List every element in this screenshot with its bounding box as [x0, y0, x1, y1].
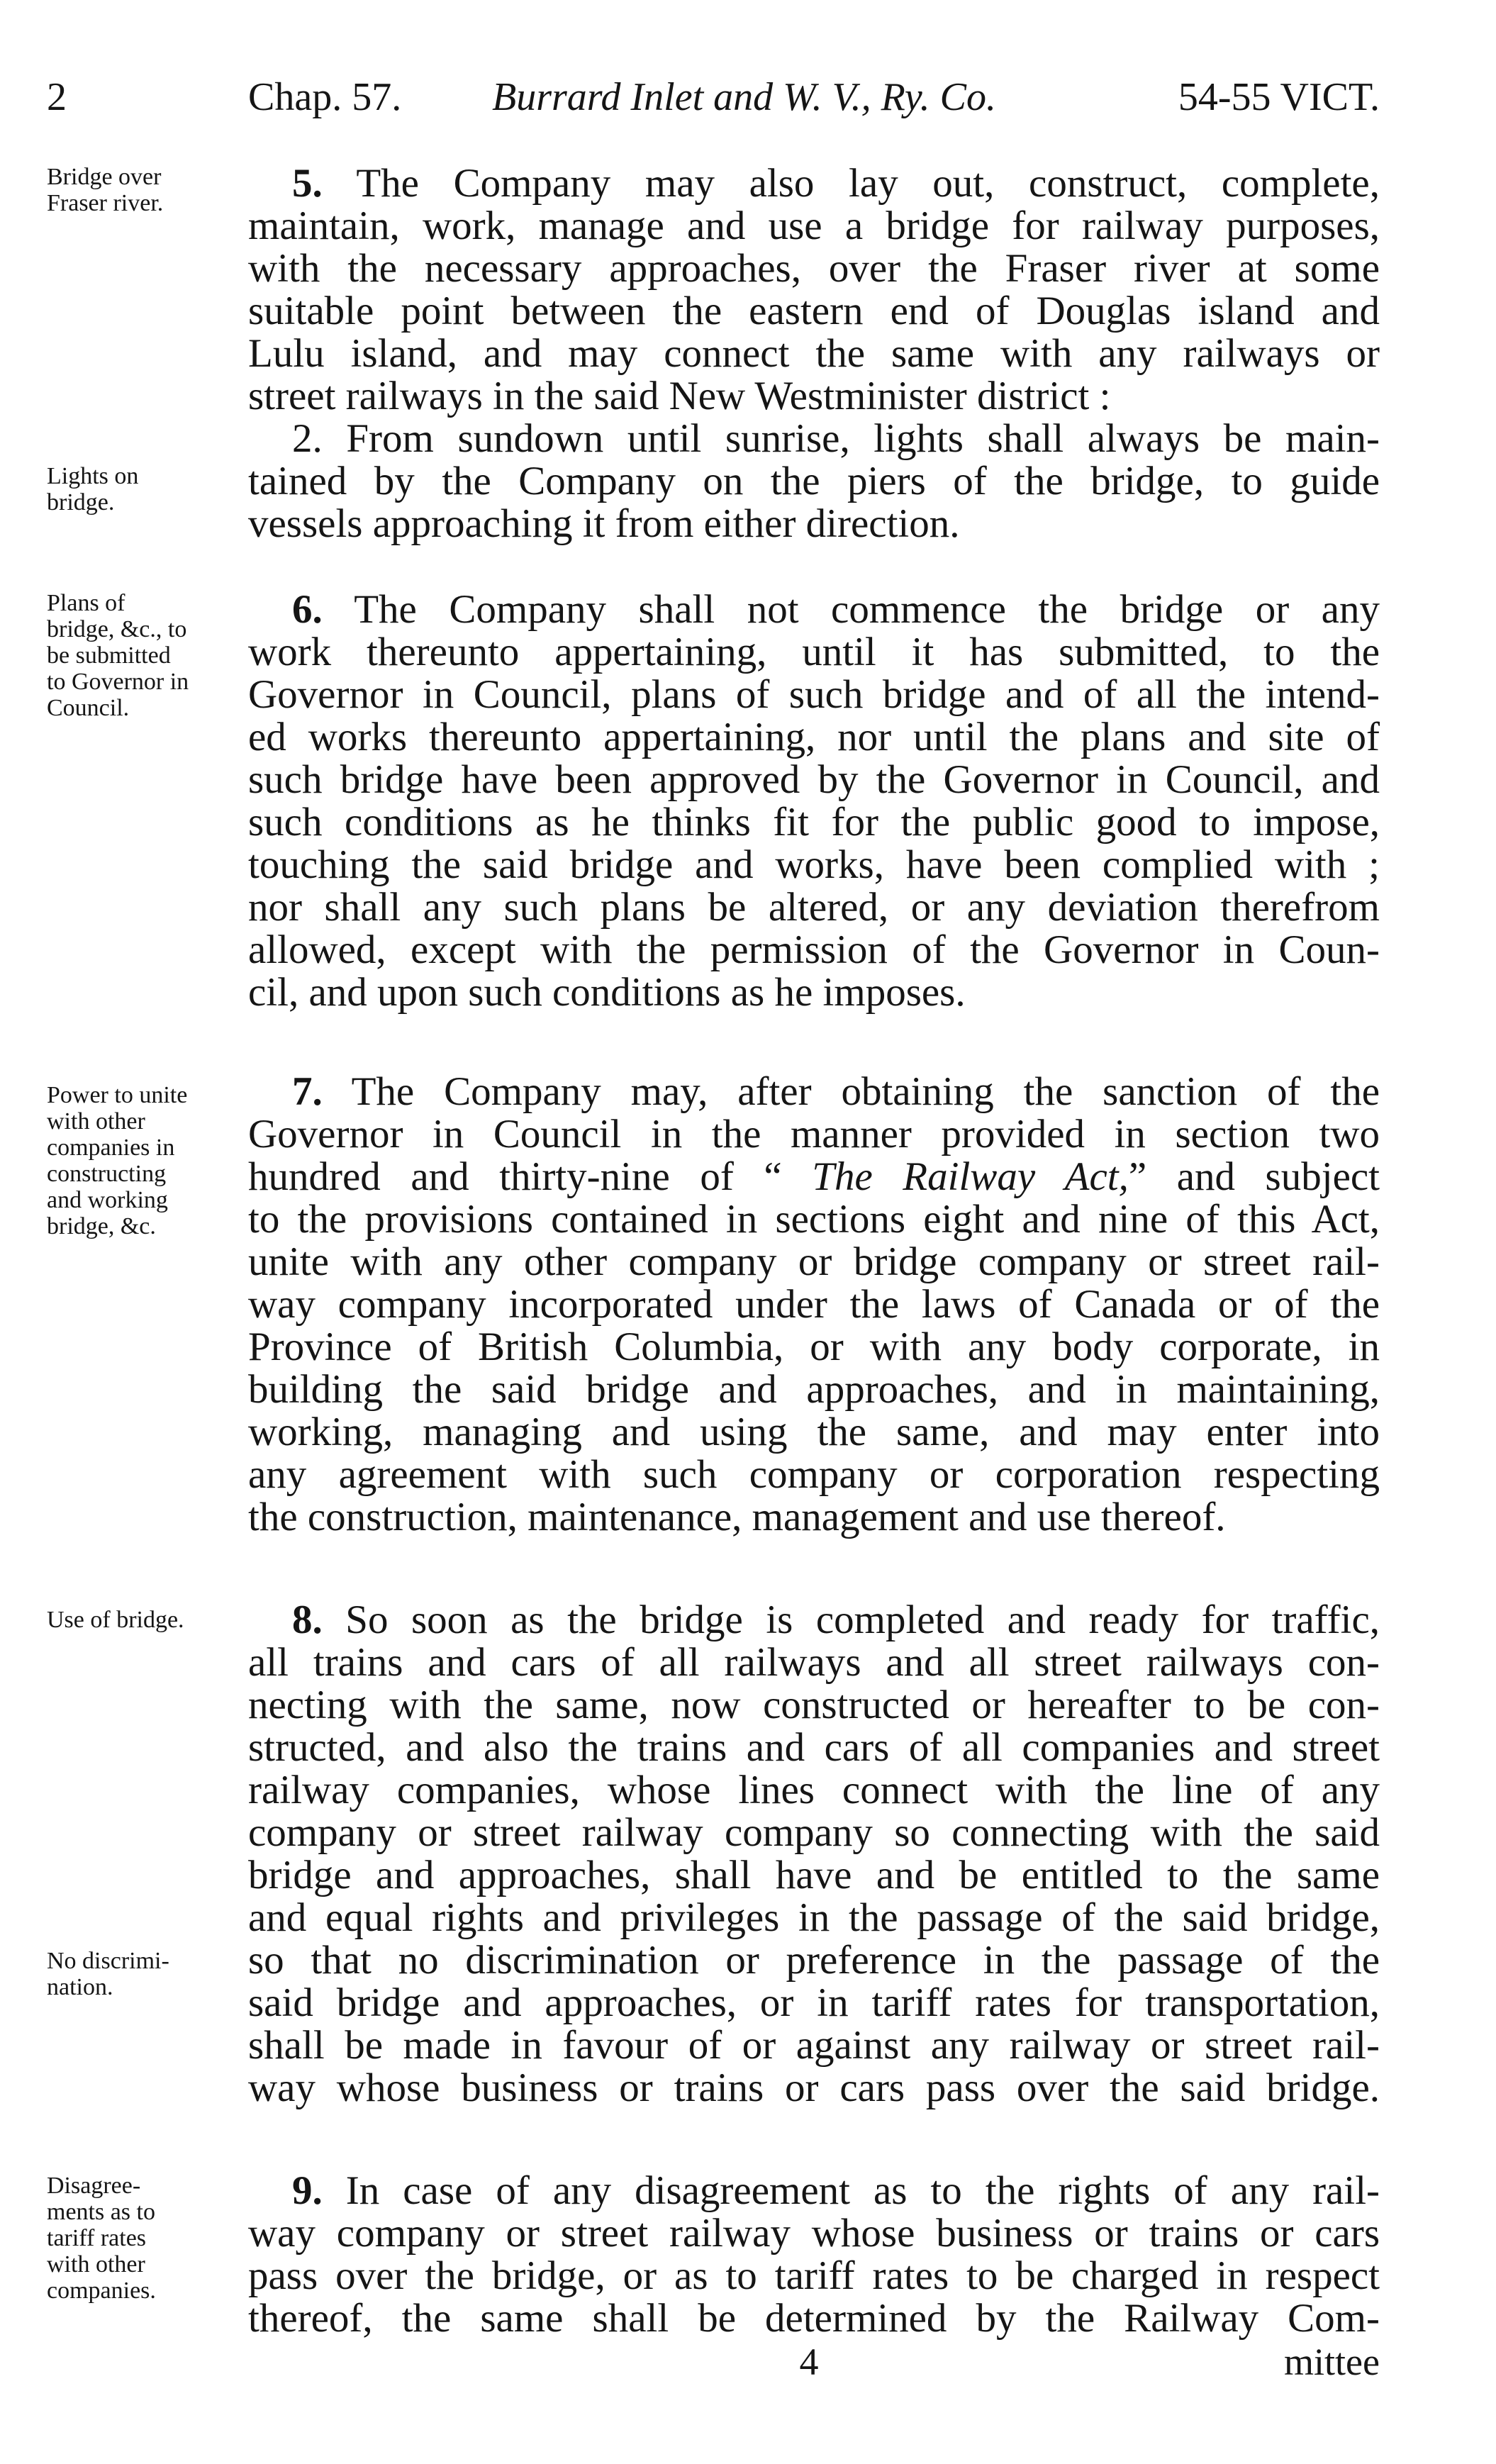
margin-note-line: Council.: [47, 695, 130, 721]
margin-note-disagreements: [47, 2173, 245, 2304]
margin-note-line: Use of bridge.: [47, 1607, 184, 1633]
signature-mark: 4: [799, 2341, 819, 2383]
margin-note-line: companies in: [47, 1135, 175, 1161]
margin-note-line: constructing: [47, 1161, 167, 1187]
section-number: 8.: [292, 1598, 323, 1642]
section-9: [248, 2170, 1380, 2340]
text-line: street railways in the said New Westminister district :: [248, 374, 1111, 418]
text-line: the construction, maintenance, management and use thereof.: [248, 1495, 1226, 1539]
margin-note-lights-on-bridge: [47, 463, 245, 515]
text-line: Governor in Council, plans of such bridge and of all the intend-: [248, 672, 1380, 717]
line-text: ” and subject: [1128, 1154, 1380, 1199]
text-line: to the provisions contained in sections eight and nine of this Act,: [248, 1197, 1380, 1242]
text-line: [248, 2170, 1380, 2212]
text-line: building the said bridge and approaches, and in maintaining,: [248, 1367, 1380, 1412]
text-line: way whose business or trains or cars pass over the said bridge.: [248, 2066, 1380, 2110]
margin-note-bridge-over-fraser: [47, 164, 245, 216]
chapter-number: Chap. 57.: [248, 75, 402, 119]
section-number: 5.: [292, 161, 323, 206]
margin-note-plans-of-bridge: [47, 590, 245, 721]
section-number: 7.: [292, 1069, 323, 1114]
text-line: pass over the bridge, or as to tariff rates to be charged in respect: [248, 2253, 1380, 2298]
page-number: 2: [47, 75, 67, 119]
line-text: The Company may also lay out, construct, complete,: [356, 161, 1380, 206]
margin-note-line: bridge, &c., to: [47, 616, 187, 642]
line-text: So soon as the bridge is completed and ready for traffic,: [345, 1598, 1380, 1642]
section-number: 9.: [292, 2168, 323, 2213]
text-line: [248, 589, 1380, 631]
running-title: Burrard Inlet and W. V., Ry. Co.: [492, 75, 996, 119]
text-line: shall be made in favour of or against any railway or street rail-: [248, 2023, 1380, 2068]
section-number: 6.: [292, 587, 323, 632]
section-6: [248, 589, 1380, 1014]
margin-note-line: Bridge over: [47, 164, 162, 190]
text-line: Province of British Columbia, or with any body corporate, in: [248, 1325, 1380, 1369]
margin-note-line: Lights on: [47, 463, 139, 489]
section-7: [248, 1071, 1380, 1539]
text-line: way company or street railway whose business or trains or cars: [248, 2211, 1380, 2256]
text-line: thereof, the same shall be determined by the Railway Com-: [248, 2296, 1380, 2341]
margin-note-line: with other: [47, 1108, 145, 1135]
margin-note-line: to Governor in: [47, 669, 189, 695]
margin-note-line: nation.: [47, 1974, 113, 2000]
margin-note-line: No discrimi-: [47, 1948, 169, 1974]
text-line: working, managing and using the same, and may enter into: [248, 1410, 1380, 1454]
text-line: [248, 1071, 1380, 1113]
text-line: touching the said bridge and works, have been complied with ;: [248, 842, 1380, 887]
text-line: so that no discrimination or preference in the passage of the: [248, 1938, 1380, 1983]
text-line: 2. From sundown until sunrise, lights shall always be main-: [292, 416, 1380, 461]
text-line: maintain, work, manage and use a bridge for railway purposes,: [248, 204, 1380, 248]
text-line: said bridge and approaches, or in tariff rates for transportation,: [248, 1980, 1380, 2025]
text-line: nor shall any such plans be altered, or any deviation therefrom: [248, 885, 1380, 930]
margin-note-line: companies.: [47, 2278, 156, 2304]
act-title-italic: The Railway Act,: [812, 1154, 1129, 1199]
margin-note-use-of-bridge: [47, 1607, 245, 1633]
text-line: suitable point between the eastern end of Douglas island and: [248, 289, 1380, 333]
margin-note-no-discrimination: [47, 1948, 245, 2000]
margin-note-line: and working: [47, 1187, 168, 1213]
margin-note-line: bridge.: [47, 489, 115, 515]
text-line: [248, 162, 1380, 205]
text-line: allowed, except with the permission of the Governor in Coun-: [248, 927, 1380, 972]
catchword: mittee: [1284, 2341, 1380, 2383]
text-line: structed, and also the trains and cars of all companies and street: [248, 1725, 1380, 1770]
section-5: [248, 162, 1380, 545]
text-line: Governor in Council in the manner provided in section two: [248, 1112, 1380, 1156]
text-line: unite with any other company or bridge company or street rail-: [248, 1239, 1380, 1284]
line-text: The Company may, after obtaining the sanction of the: [351, 1069, 1380, 1114]
margin-note-line: tariff rates: [47, 2225, 147, 2251]
text-line: ed works thereunto appertaining, nor until the plans and site of: [248, 715, 1380, 759]
section-8: [248, 1599, 1380, 2109]
text-line: such bridge have been approved by the Governor in Council, and: [248, 757, 1380, 802]
text-line: railway companies, whose lines connect with the line of any: [248, 1768, 1380, 1812]
text-line: work thereunto appertaining, until it has submitted, to the: [248, 630, 1380, 674]
margin-note-line: be submitted: [47, 642, 171, 669]
margin-note-line: with other: [47, 2251, 145, 2278]
text-line: tained by the Company on the piers of the bridge, to guide: [248, 459, 1380, 503]
text-line: all trains and cars of all railways and all street railways con-: [248, 1640, 1380, 1685]
text-line: way company incorporated under the laws of Canada or of the: [248, 1282, 1380, 1327]
line-text: In case of any disagreement as to the rights of any rail-: [345, 2168, 1380, 2213]
margin-note-line: ments as to: [47, 2199, 155, 2225]
text-line: vessels approaching it from either direction.: [248, 501, 960, 546]
text-line: any agreement with such company or corporation respecting: [248, 1452, 1380, 1497]
margin-note-line: bridge, &c.: [47, 1213, 156, 1239]
margin-note-line: Power to unite: [47, 1082, 188, 1108]
text-line: cil, and upon such conditions as he imposes.: [248, 970, 966, 1015]
margin-note-line: Plans of: [47, 590, 125, 616]
text-line: with the necessary approaches, over the Fraser river at some: [248, 246, 1380, 291]
margin-note-line: Fraser river.: [47, 190, 164, 216]
text-line: bridge and approaches, shall have and be entitled to the same: [248, 1853, 1380, 1897]
line-text: hundred and thirty-nine of “: [248, 1154, 782, 1199]
text-line: necting with the same, now constructed or hereafter to be con-: [248, 1683, 1380, 1727]
text-line: company or street railway company so connecting with the said: [248, 1810, 1380, 1855]
text-line: and equal rights and privileges in the passage of the said bridge,: [248, 1895, 1380, 1940]
text-line: Lulu island, and may connect the same with any railways or: [248, 331, 1380, 376]
text-line: [248, 1599, 1380, 1641]
text-line: [248, 1156, 1380, 1198]
line-text: The Company shall not commence the bridge or any: [354, 587, 1380, 632]
margin-note-power-to-unite: [47, 1082, 245, 1239]
margin-note-line: Disagree-: [47, 2173, 141, 2199]
regnal-year: 54-55 VICT.: [1178, 75, 1380, 119]
text-line: such conditions as he thinks fit for the public good to impose,: [248, 800, 1380, 844]
